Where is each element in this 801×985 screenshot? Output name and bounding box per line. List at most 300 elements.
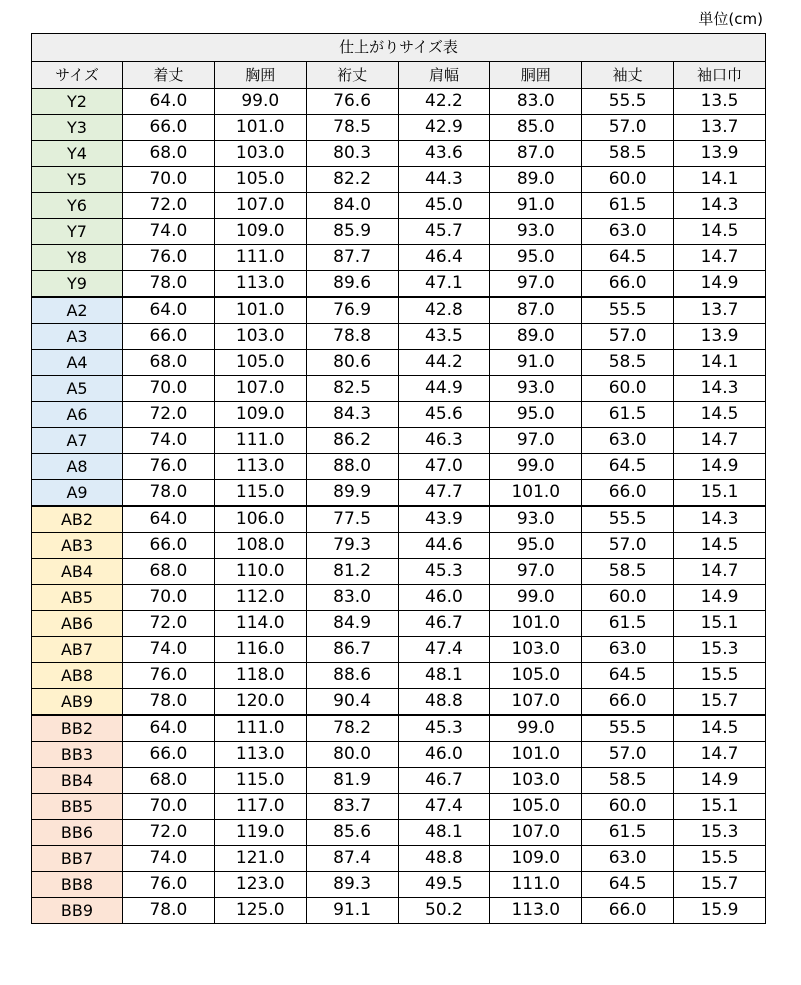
cell-sleeve-length-from-center: 89.3 [306,872,398,898]
cell-length: 66.0 [123,533,215,559]
header-chest: 胸囲 [214,62,306,89]
cell-waist: 93.0 [490,219,582,245]
cell-size: A8 [32,454,123,480]
cell-sleeve-length: 63.0 [582,219,674,245]
cell-chest: 107.0 [214,193,306,219]
cell-shoulder-width: 43.6 [398,141,490,167]
cell-sleeve-length-from-center: 85.6 [306,820,398,846]
cell-shoulder-width: 48.1 [398,663,490,689]
cell-cuff-width: 14.7 [674,742,766,768]
size-table [31,33,766,924]
header-size: サイズ [32,62,123,89]
cell-chest: 114.0 [214,611,306,637]
cell-length: 78.0 [123,271,215,298]
cell-shoulder-width: 45.0 [398,193,490,219]
cell-chest: 115.0 [214,768,306,794]
cell-size: AB7 [32,637,123,663]
cell-cuff-width: 15.1 [674,480,766,507]
table-row [32,689,766,716]
cell-size: A2 [32,297,123,324]
cell-chest: 101.0 [214,297,306,324]
header-sleeve-length: 袖丈 [582,62,674,89]
table-row [32,715,766,742]
cell-sleeve-length: 55.5 [582,506,674,533]
cell-sleeve-length: 57.0 [582,533,674,559]
cell-cuff-width: 13.7 [674,297,766,324]
cell-cuff-width: 13.9 [674,141,766,167]
cell-cuff-width: 14.7 [674,428,766,454]
cell-sleeve-length: 58.5 [582,768,674,794]
cell-sleeve-length: 63.0 [582,846,674,872]
table-row [32,533,766,559]
cell-waist: 101.0 [490,480,582,507]
table-row [32,585,766,611]
cell-size: A5 [32,376,123,402]
table-row [32,480,766,507]
cell-shoulder-width: 47.4 [398,637,490,663]
cell-cuff-width: 15.3 [674,637,766,663]
cell-length: 78.0 [123,480,215,507]
cell-sleeve-length-from-center: 87.7 [306,245,398,271]
cell-size: A7 [32,428,123,454]
cell-sleeve-length: 66.0 [582,271,674,298]
cell-sleeve-length: 60.0 [582,585,674,611]
cell-chest: 110.0 [214,559,306,585]
cell-sleeve-length: 57.0 [582,324,674,350]
cell-sleeve-length-from-center: 86.2 [306,428,398,454]
cell-length: 64.0 [123,297,215,324]
cell-sleeve-length: 58.5 [582,559,674,585]
cell-sleeve-length-from-center: 91.1 [306,898,398,924]
table-row [32,245,766,271]
cell-cuff-width: 14.1 [674,350,766,376]
cell-sleeve-length: 66.0 [582,689,674,716]
cell-shoulder-width: 45.3 [398,715,490,742]
cell-shoulder-width: 42.8 [398,297,490,324]
cell-size: Y2 [32,89,123,115]
cell-size: Y6 [32,193,123,219]
cell-shoulder-width: 48.8 [398,846,490,872]
cell-length: 76.0 [123,454,215,480]
cell-cuff-width: 14.5 [674,715,766,742]
cell-sleeve-length-from-center: 78.8 [306,324,398,350]
cell-chest: 112.0 [214,585,306,611]
table-row [32,324,766,350]
cell-waist: 93.0 [490,506,582,533]
cell-cuff-width: 14.9 [674,768,766,794]
cell-waist: 101.0 [490,742,582,768]
cell-length: 70.0 [123,794,215,820]
table-row [32,898,766,924]
cell-sleeve-length: 63.0 [582,428,674,454]
cell-sleeve-length-from-center: 80.0 [306,742,398,768]
cell-length: 66.0 [123,742,215,768]
cell-sleeve-length: 58.5 [582,141,674,167]
cell-shoulder-width: 47.0 [398,454,490,480]
cell-waist: 109.0 [490,846,582,872]
cell-sleeve-length: 63.0 [582,637,674,663]
cell-sleeve-length-from-center: 83.7 [306,794,398,820]
cell-waist: 103.0 [490,768,582,794]
cell-sleeve-length: 64.5 [582,454,674,480]
cell-sleeve-length: 60.0 [582,376,674,402]
cell-sleeve-length: 66.0 [582,480,674,507]
cell-sleeve-length: 61.5 [582,402,674,428]
cell-cuff-width: 13.5 [674,89,766,115]
cell-chest: 103.0 [214,141,306,167]
cell-length: 72.0 [123,611,215,637]
cell-size: Y8 [32,245,123,271]
cell-size: BB6 [32,820,123,846]
cell-chest: 107.0 [214,376,306,402]
cell-sleeve-length-from-center: 82.5 [306,376,398,402]
cell-size: Y7 [32,219,123,245]
table-row [32,428,766,454]
cell-chest: 109.0 [214,219,306,245]
table-row [32,663,766,689]
cell-length: 68.0 [123,559,215,585]
cell-sleeve-length: 55.5 [582,89,674,115]
cell-chest: 105.0 [214,167,306,193]
cell-cuff-width: 14.3 [674,376,766,402]
cell-shoulder-width: 43.9 [398,506,490,533]
table-row [32,846,766,872]
cell-shoulder-width: 45.7 [398,219,490,245]
table-row [32,297,766,324]
cell-shoulder-width: 47.4 [398,794,490,820]
cell-sleeve-length-from-center: 78.5 [306,115,398,141]
cell-sleeve-length: 60.0 [582,794,674,820]
cell-size: AB2 [32,506,123,533]
cell-shoulder-width: 43.5 [398,324,490,350]
cell-chest: 101.0 [214,115,306,141]
cell-chest: 108.0 [214,533,306,559]
header-shoulder-width: 肩幅 [398,62,490,89]
cell-sleeve-length: 55.5 [582,297,674,324]
cell-shoulder-width: 48.8 [398,689,490,716]
cell-cuff-width: 14.7 [674,559,766,585]
cell-length: 70.0 [123,585,215,611]
cell-waist: 89.0 [490,324,582,350]
cell-chest: 111.0 [214,245,306,271]
cell-sleeve-length: 61.5 [582,820,674,846]
cell-waist: 107.0 [490,820,582,846]
cell-sleeve-length: 60.0 [582,167,674,193]
table-row [32,454,766,480]
cell-sleeve-length: 57.0 [582,742,674,768]
cell-chest: 113.0 [214,271,306,298]
cell-sleeve-length-from-center: 76.6 [306,89,398,115]
cell-size: BB4 [32,768,123,794]
cell-size: BB7 [32,846,123,872]
cell-shoulder-width: 42.2 [398,89,490,115]
cell-sleeve-length-from-center: 89.6 [306,271,398,298]
cell-shoulder-width: 47.1 [398,271,490,298]
cell-cuff-width: 14.9 [674,271,766,298]
cell-cuff-width: 14.7 [674,245,766,271]
table-title: 仕上がりサイズ表 [32,34,766,62]
table-row [32,350,766,376]
cell-length: 66.0 [123,115,215,141]
cell-waist: 105.0 [490,794,582,820]
cell-shoulder-width: 44.2 [398,350,490,376]
cell-length: 74.0 [123,428,215,454]
cell-waist: 99.0 [490,585,582,611]
cell-waist: 95.0 [490,245,582,271]
table-row [32,89,766,115]
cell-waist: 91.0 [490,350,582,376]
cell-shoulder-width: 44.9 [398,376,490,402]
cell-waist: 91.0 [490,193,582,219]
cell-sleeve-length-from-center: 82.2 [306,167,398,193]
cell-shoulder-width: 44.6 [398,533,490,559]
cell-shoulder-width: 46.0 [398,742,490,768]
cell-cuff-width: 15.9 [674,898,766,924]
cell-shoulder-width: 45.3 [398,559,490,585]
cell-sleeve-length: 64.5 [582,245,674,271]
cell-sleeve-length-from-center: 86.7 [306,637,398,663]
cell-sleeve-length-from-center: 88.0 [306,454,398,480]
cell-size: A6 [32,402,123,428]
table-row [32,219,766,245]
table-row [32,271,766,298]
cell-length: 70.0 [123,167,215,193]
cell-cuff-width: 15.5 [674,663,766,689]
cell-waist: 95.0 [490,533,582,559]
cell-sleeve-length-from-center: 78.2 [306,715,398,742]
cell-waist: 89.0 [490,167,582,193]
cell-chest: 99.0 [214,89,306,115]
cell-length: 68.0 [123,350,215,376]
cell-chest: 120.0 [214,689,306,716]
cell-waist: 103.0 [490,637,582,663]
cell-waist: 85.0 [490,115,582,141]
cell-cuff-width: 15.1 [674,611,766,637]
cell-sleeve-length-from-center: 84.3 [306,402,398,428]
cell-waist: 99.0 [490,715,582,742]
cell-length: 78.0 [123,689,215,716]
cell-shoulder-width: 46.4 [398,245,490,271]
cell-sleeve-length-from-center: 81.9 [306,768,398,794]
cell-cuff-width: 15.1 [674,794,766,820]
cell-cuff-width: 14.9 [674,585,766,611]
cell-chest: 105.0 [214,350,306,376]
cell-waist: 113.0 [490,898,582,924]
cell-cuff-width: 14.9 [674,454,766,480]
cell-length: 72.0 [123,402,215,428]
cell-size: AB6 [32,611,123,637]
table-row [32,193,766,219]
cell-size: AB9 [32,689,123,716]
cell-sleeve-length-from-center: 90.4 [306,689,398,716]
cell-waist: 87.0 [490,297,582,324]
table-row [32,637,766,663]
cell-length: 68.0 [123,768,215,794]
cell-shoulder-width: 48.1 [398,820,490,846]
cell-cuff-width: 14.3 [674,506,766,533]
cell-cuff-width: 14.1 [674,167,766,193]
cell-size: AB3 [32,533,123,559]
cell-sleeve-length-from-center: 80.6 [306,350,398,376]
cell-size: Y9 [32,271,123,298]
table-row [32,794,766,820]
cell-sleeve-length: 55.5 [582,715,674,742]
unit-label: 単位(cm) [698,10,763,28]
cell-waist: 95.0 [490,402,582,428]
cell-length: 74.0 [123,637,215,663]
cell-sleeve-length: 58.5 [582,350,674,376]
table-row [32,141,766,167]
cell-length: 76.0 [123,872,215,898]
table-row [32,376,766,402]
cell-sleeve-length: 61.5 [582,193,674,219]
cell-length: 64.0 [123,715,215,742]
cell-chest: 115.0 [214,480,306,507]
cell-shoulder-width: 46.7 [398,768,490,794]
cell-shoulder-width: 47.7 [398,480,490,507]
cell-size: AB4 [32,559,123,585]
table-row [32,559,766,585]
cell-length: 76.0 [123,245,215,271]
cell-waist: 107.0 [490,689,582,716]
cell-waist: 97.0 [490,271,582,298]
cell-sleeve-length: 64.5 [582,663,674,689]
table-row [32,768,766,794]
cell-sleeve-length-from-center: 89.9 [306,480,398,507]
header-row [32,62,766,89]
header-sleeve-length-from-center: 裄丈 [306,62,398,89]
cell-chest: 119.0 [214,820,306,846]
cell-chest: 123.0 [214,872,306,898]
cell-cuff-width: 15.7 [674,872,766,898]
table-row [32,402,766,428]
cell-length: 72.0 [123,820,215,846]
cell-shoulder-width: 46.3 [398,428,490,454]
cell-size: BB9 [32,898,123,924]
table-row [32,872,766,898]
cell-chest: 103.0 [214,324,306,350]
cell-cuff-width: 14.5 [674,402,766,428]
cell-chest: 118.0 [214,663,306,689]
cell-length: 78.0 [123,898,215,924]
cell-sleeve-length: 61.5 [582,611,674,637]
cell-sleeve-length-from-center: 77.5 [306,506,398,533]
cell-shoulder-width: 49.5 [398,872,490,898]
cell-sleeve-length-from-center: 81.2 [306,559,398,585]
cell-chest: 121.0 [214,846,306,872]
table-row [32,611,766,637]
cell-sleeve-length-from-center: 87.4 [306,846,398,872]
cell-cuff-width: 13.7 [674,115,766,141]
table-row [32,742,766,768]
cell-chest: 113.0 [214,742,306,768]
cell-waist: 97.0 [490,559,582,585]
header-waist: 胴囲 [490,62,582,89]
cell-sleeve-length-from-center: 84.0 [306,193,398,219]
cell-shoulder-width: 50.2 [398,898,490,924]
cell-cuff-width: 14.3 [674,193,766,219]
cell-chest: 109.0 [214,402,306,428]
cell-size: Y4 [32,141,123,167]
cell-cuff-width: 14.5 [674,219,766,245]
cell-size: Y3 [32,115,123,141]
cell-sleeve-length-from-center: 83.0 [306,585,398,611]
cell-cuff-width: 15.7 [674,689,766,716]
cell-size: BB2 [32,715,123,742]
cell-waist: 93.0 [490,376,582,402]
cell-waist: 83.0 [490,89,582,115]
cell-sleeve-length-from-center: 76.9 [306,297,398,324]
cell-sleeve-length-from-center: 84.9 [306,611,398,637]
table-row [32,167,766,193]
cell-sleeve-length-from-center: 80.3 [306,141,398,167]
table-row [32,820,766,846]
cell-chest: 111.0 [214,428,306,454]
cell-cuff-width: 15.5 [674,846,766,872]
cell-length: 66.0 [123,324,215,350]
cell-shoulder-width: 42.9 [398,115,490,141]
cell-sleeve-length-from-center: 79.3 [306,533,398,559]
cell-size: A3 [32,324,123,350]
cell-size: BB5 [32,794,123,820]
cell-waist: 105.0 [490,663,582,689]
cell-chest: 113.0 [214,454,306,480]
cell-length: 76.0 [123,663,215,689]
cell-waist: 111.0 [490,872,582,898]
cell-length: 72.0 [123,193,215,219]
cell-size: AB8 [32,663,123,689]
cell-chest: 111.0 [214,715,306,742]
cell-cuff-width: 15.3 [674,820,766,846]
header-cuff-width: 袖口巾 [674,62,766,89]
cell-length: 74.0 [123,846,215,872]
cell-cuff-width: 14.5 [674,533,766,559]
cell-shoulder-width: 45.6 [398,402,490,428]
cell-length: 64.0 [123,89,215,115]
cell-chest: 106.0 [214,506,306,533]
cell-sleeve-length-from-center: 88.6 [306,663,398,689]
cell-size: A4 [32,350,123,376]
cell-sleeve-length: 66.0 [582,898,674,924]
cell-size: BB8 [32,872,123,898]
cell-shoulder-width: 46.7 [398,611,490,637]
table-body [32,89,766,924]
cell-chest: 116.0 [214,637,306,663]
cell-size: A9 [32,480,123,507]
header-length: 着丈 [123,62,215,89]
cell-cuff-width: 13.9 [674,324,766,350]
cell-shoulder-width: 44.3 [398,167,490,193]
cell-waist: 101.0 [490,611,582,637]
cell-sleeve-length-from-center: 85.9 [306,219,398,245]
cell-size: Y5 [32,167,123,193]
table-row [32,115,766,141]
cell-chest: 125.0 [214,898,306,924]
cell-chest: 117.0 [214,794,306,820]
cell-waist: 97.0 [490,428,582,454]
cell-sleeve-length: 57.0 [582,115,674,141]
cell-waist: 99.0 [490,454,582,480]
cell-length: 70.0 [123,376,215,402]
cell-sleeve-length: 64.5 [582,872,674,898]
cell-size: AB5 [32,585,123,611]
cell-shoulder-width: 46.0 [398,585,490,611]
cell-length: 64.0 [123,506,215,533]
cell-size: BB3 [32,742,123,768]
cell-waist: 87.0 [490,141,582,167]
cell-length: 68.0 [123,141,215,167]
table-row [32,506,766,533]
